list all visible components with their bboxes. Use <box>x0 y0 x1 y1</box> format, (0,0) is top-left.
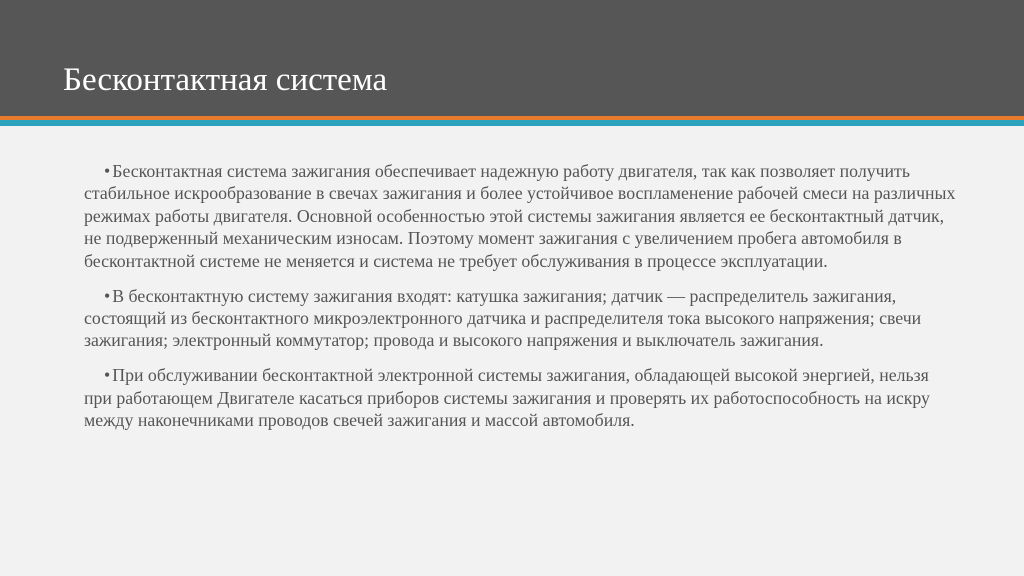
bullet-text: В бесконтактную систему зажигания входят: катушка зажигания; датчик — распределитель зажигания, состоящий из бесконтактного микроэлектронного датчика и распределителя тока высокого напряжения; свечи зажигания; электронный коммутатор; провода и высокого напряжения и выключатель зажигания. <box>84 285 922 351</box>
bullet-paragraph <box>84 364 959 431</box>
slide-title: Бесконтактная система <box>63 62 388 98</box>
title-bar <box>0 0 1024 116</box>
bullet-text: Бесконтактная система зажигания обеспечивает надежную работу двигателя, так как позволяет получить стабильное искрообразование в свечах зажигания и более устойчивое воспламенение рабочей смеси на различных режимах работы двигателя. Основной особенностью этой системы зажигания является ее бесконтактный датчик, не подверженный механическим износам. Поэтому момент зажигания с увеличением пробега автомобиля в бесконтактной системе не меняется и система не требует обслуживания в процессе эксплуатации. <box>84 161 956 271</box>
bullet-paragraph <box>84 160 959 272</box>
bullet-icon: • <box>104 285 111 306</box>
bullet-icon: • <box>104 161 111 181</box>
accent-stripe-teal <box>0 120 1024 126</box>
bullet-paragraph <box>84 285 959 352</box>
slide-body <box>84 160 959 444</box>
bullet-text: При обслуживании бесконтактной электронной системы зажигания, обладающей высокой энергией, нельзя при работающем Двигателе касаться приборов системы зажигания и проверять их работоспособность на искру между наконечниками проводов свечей зажигания и массой автомобиля. <box>84 365 930 431</box>
bullet-icon: • <box>104 365 111 386</box>
